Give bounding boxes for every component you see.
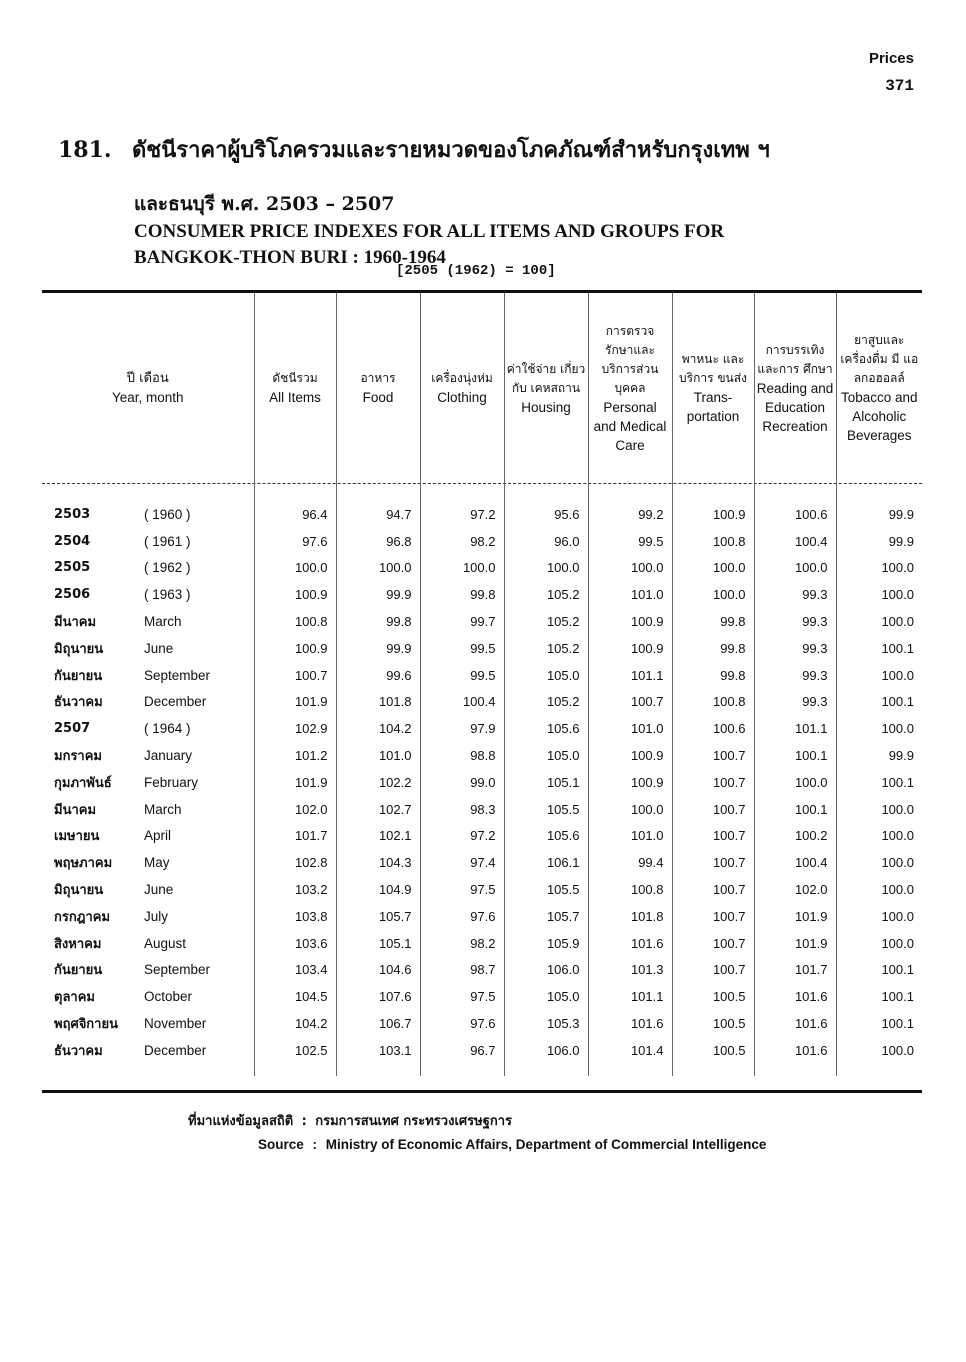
- value-cell: 101.8: [588, 903, 672, 930]
- source-separator: :: [301, 1114, 307, 1129]
- value-cell: 104.3: [336, 849, 420, 876]
- value-cell: 100.0: [836, 1037, 922, 1076]
- value-cell: 100.7: [672, 930, 754, 957]
- table-number: 181.: [58, 137, 112, 163]
- column-header-thai: เครื่องนุ่งห่ม: [431, 371, 493, 385]
- value-cell: 105.2: [504, 635, 588, 662]
- value-cell: 101.9: [254, 689, 336, 716]
- value-cell: 100.6: [754, 483, 836, 528]
- value-cell: 100.8: [254, 608, 336, 635]
- row-label-thai: กุมภาพันธ์: [54, 775, 112, 791]
- value-cell: 99.3: [754, 662, 836, 689]
- table-row: [42, 715, 922, 742]
- column-header-english: All Items: [269, 390, 321, 405]
- value-cell: 100.9: [672, 483, 754, 528]
- table-row: [42, 1037, 922, 1076]
- column-header-year-month: [42, 293, 254, 483]
- value-cell: 100.7: [672, 876, 754, 903]
- value-cell: 100.1: [836, 957, 922, 984]
- row-label-thai: สิงหาคม: [54, 936, 102, 952]
- source-separator: :: [312, 1137, 318, 1152]
- value-cell: 105.6: [504, 823, 588, 850]
- row-label-english: March: [144, 801, 182, 817]
- value-cell: 98.7: [420, 957, 504, 984]
- row-label-english: February: [144, 774, 199, 790]
- column-header-thai: ปี เดือน: [126, 371, 169, 386]
- table-row: [42, 796, 922, 823]
- column-header-thai: อาหาร: [360, 371, 396, 385]
- value-cell: 100.0: [588, 796, 672, 823]
- value-cell: 100.7: [672, 823, 754, 850]
- column-header-thai: การบรรเทิง และการ ศึกษา: [757, 342, 833, 376]
- value-cell: 101.0: [588, 715, 672, 742]
- value-cell: 105.2: [504, 608, 588, 635]
- value-cell: 103.1: [336, 1037, 420, 1076]
- value-cell: 105.1: [504, 769, 588, 796]
- value-cell: 101.3: [588, 957, 672, 984]
- column-header-english: Trans- portation: [686, 390, 740, 424]
- value-cell: 100.9: [588, 608, 672, 635]
- column-header-clothing: [420, 293, 504, 483]
- value-cell: 100.9: [588, 769, 672, 796]
- value-cell: 100.7: [588, 689, 672, 716]
- value-cell: 100.8: [672, 528, 754, 555]
- value-cell: 96.0: [504, 528, 588, 555]
- row-label-english: September: [144, 962, 211, 978]
- row-label-thai: มิถุนายน: [54, 883, 104, 899]
- value-cell: 99.2: [588, 483, 672, 528]
- value-cell: 99.8: [672, 662, 754, 689]
- row-label-english: November: [144, 1016, 207, 1032]
- value-cell: 99.9: [336, 581, 420, 608]
- value-cell: 106.1: [504, 849, 588, 876]
- value-cell: 100.5: [672, 983, 754, 1010]
- value-cell: 101.0: [588, 823, 672, 850]
- value-cell: 99.3: [754, 689, 836, 716]
- row-label-thai: มิถุนายน: [54, 641, 104, 657]
- value-cell: 105.2: [504, 581, 588, 608]
- value-cell: 106.0: [504, 1037, 588, 1076]
- row-label-thai: 2503: [54, 506, 91, 522]
- value-cell: 104.2: [254, 1010, 336, 1037]
- value-cell: 100.7: [254, 662, 336, 689]
- value-cell: 101.7: [754, 957, 836, 984]
- row-label-english: September: [144, 667, 211, 683]
- value-cell: 99.3: [754, 608, 836, 635]
- value-cell: 96.4: [254, 483, 336, 528]
- source-english-label: Source: [258, 1137, 304, 1152]
- value-cell: 102.0: [254, 796, 336, 823]
- value-cell: 101.0: [336, 742, 420, 769]
- value-cell: 105.0: [504, 742, 588, 769]
- value-cell: 105.0: [504, 983, 588, 1010]
- value-cell: 100.0: [836, 903, 922, 930]
- value-cell: 100.0: [836, 823, 922, 850]
- value-cell: 101.6: [754, 1037, 836, 1076]
- value-cell: 99.5: [588, 528, 672, 555]
- value-cell: 99.0: [420, 769, 504, 796]
- value-cell: 99.9: [336, 635, 420, 662]
- value-cell: 105.7: [504, 903, 588, 930]
- value-cell: 102.1: [336, 823, 420, 850]
- value-cell: 100.0: [836, 876, 922, 903]
- value-cell: 100.1: [754, 742, 836, 769]
- row-label-thai: ธันวาคม: [54, 1043, 103, 1059]
- value-cell: 101.8: [336, 689, 420, 716]
- value-cell: 98.8: [420, 742, 504, 769]
- value-cell: 100.8: [672, 689, 754, 716]
- value-cell: 99.5: [420, 635, 504, 662]
- value-cell: 97.5: [420, 876, 504, 903]
- value-cell: 100.0: [836, 608, 922, 635]
- value-cell: 100.0: [836, 796, 922, 823]
- value-cell: 100.0: [754, 555, 836, 582]
- value-cell: 103.4: [254, 957, 336, 984]
- table-row: [42, 483, 922, 528]
- column-header-thai: การตรวจ รักษาและ บริการส่วน บุคคล: [601, 323, 659, 395]
- value-cell: 100.2: [754, 823, 836, 850]
- value-cell: 100.7: [672, 903, 754, 930]
- row-label-english: April: [144, 828, 172, 844]
- source-thai-label: ที่มาแห่งข้อมูลสถิติ: [188, 1114, 294, 1129]
- value-cell: 100.6: [672, 715, 754, 742]
- table-row: [42, 555, 922, 582]
- value-cell: 105.0: [504, 662, 588, 689]
- value-cell: 107.6: [336, 983, 420, 1010]
- value-cell: 101.1: [754, 715, 836, 742]
- value-cell: 100.1: [836, 689, 922, 716]
- value-cell: 100.7: [672, 957, 754, 984]
- value-cell: 98.2: [420, 930, 504, 957]
- column-header-thai: ดัชนีรวม: [272, 371, 318, 385]
- value-cell: 97.6: [420, 1010, 504, 1037]
- value-cell: 105.3: [504, 1010, 588, 1037]
- value-cell: 100.0: [254, 555, 336, 582]
- value-cell: 100.0: [336, 555, 420, 582]
- value-cell: 100.1: [754, 796, 836, 823]
- value-cell: 100.0: [672, 581, 754, 608]
- value-cell: 100.7: [672, 769, 754, 796]
- source-note: [188, 1110, 766, 1152]
- row-label-english: March: [144, 614, 182, 630]
- column-header-english: Personal and Medical Care: [593, 399, 667, 453]
- value-cell: 101.0: [588, 581, 672, 608]
- row-label-english: May: [144, 855, 170, 871]
- value-cell: 97.2: [420, 483, 504, 528]
- value-cell: 100.0: [836, 581, 922, 608]
- column-header-english: Year, month: [111, 390, 184, 405]
- row-label-thai: ธันวาคม: [54, 695, 103, 711]
- value-cell: 99.3: [754, 635, 836, 662]
- value-cell: 106.0: [504, 957, 588, 984]
- value-cell: 100.4: [754, 528, 836, 555]
- value-cell: 101.7: [254, 823, 336, 850]
- value-cell: 100.8: [588, 876, 672, 903]
- row-label-english: ( 1963 ): [144, 587, 191, 603]
- value-cell: 97.2: [420, 823, 504, 850]
- value-cell: 100.5: [672, 1010, 754, 1037]
- table-row: [42, 876, 922, 903]
- title-english-line1: CONSUMER PRICE INDEXES FOR ALL ITEMS AND GROUPS FOR: [134, 221, 725, 242]
- row-label-thai: มีนาคม: [54, 802, 97, 818]
- table-row: [42, 1010, 922, 1037]
- source-english: [258, 1137, 766, 1152]
- value-cell: 99.8: [672, 608, 754, 635]
- column-header-all-items: [254, 293, 336, 483]
- value-cell: 100.0: [420, 555, 504, 582]
- column-header-tobacco-beverages: [836, 293, 922, 483]
- column-header-thai: ค่าใช้จ่าย เกี่ยวกับ เคหสถาน: [506, 361, 586, 395]
- value-cell: 104.9: [336, 876, 420, 903]
- row-label-thai: พฤษภาคม: [54, 856, 113, 872]
- value-cell: 101.2: [254, 742, 336, 769]
- value-cell: 100.4: [420, 689, 504, 716]
- value-cell: 102.0: [754, 876, 836, 903]
- cpi-table: [42, 293, 922, 1076]
- title-thai-line2: และธนบุรี พ.ศ. 2503 – 2507: [134, 193, 395, 215]
- row-label-thai: มกราคม: [54, 749, 102, 765]
- column-header-thai: ยาสูบและ เครื่องดื่ม มี แอลกอฮอลล์: [840, 333, 919, 385]
- row-label-thai: 2505: [54, 560, 91, 576]
- value-cell: 105.7: [336, 903, 420, 930]
- value-cell: 101.1: [588, 662, 672, 689]
- column-header-housing: [504, 293, 588, 483]
- value-cell: 96.7: [420, 1037, 504, 1076]
- value-cell: 100.9: [254, 635, 336, 662]
- table-row: [42, 983, 922, 1010]
- source-thai: [188, 1110, 766, 1131]
- value-cell: 101.6: [754, 983, 836, 1010]
- value-cell: 100.1: [836, 769, 922, 796]
- column-header-english: Clothing: [437, 390, 487, 405]
- value-cell: 99.7: [420, 608, 504, 635]
- value-cell: 100.0: [588, 555, 672, 582]
- value-cell: 99.8: [420, 581, 504, 608]
- value-cell: 100.4: [754, 849, 836, 876]
- row-label-english: June: [144, 640, 174, 656]
- column-header-food: [336, 293, 420, 483]
- column-header-personal-care: [588, 293, 672, 483]
- value-cell: 100.7: [672, 742, 754, 769]
- row-label-english: ( 1964 ): [144, 721, 191, 737]
- row-label-thai: มีนาคม: [54, 615, 97, 631]
- table-row: [42, 581, 922, 608]
- value-cell: 105.5: [504, 796, 588, 823]
- value-cell: 106.7: [336, 1010, 420, 1037]
- row-label-thai: 2506: [54, 587, 91, 603]
- table-row: [42, 930, 922, 957]
- value-cell: 100.7: [672, 849, 754, 876]
- row-label-thai: 2507: [54, 721, 91, 737]
- value-cell: 99.6: [336, 662, 420, 689]
- row-label-english: July: [144, 908, 169, 924]
- value-cell: 104.5: [254, 983, 336, 1010]
- title-thai-line1: [58, 132, 878, 167]
- row-label-english: August: [144, 935, 187, 951]
- value-cell: 97.5: [420, 983, 504, 1010]
- value-cell: 100.1: [836, 1010, 922, 1037]
- row-label-thai: กันยายน: [54, 668, 103, 684]
- column-header-english: Tobacco and Alcoholic Beverages: [840, 390, 918, 443]
- value-cell: 101.6: [588, 930, 672, 957]
- value-cell: 105.2: [504, 689, 588, 716]
- source-thai-text: กรมการสนเทศ กระทรวงเศรษฐการ: [315, 1114, 513, 1129]
- value-cell: 96.8: [336, 528, 420, 555]
- table-row: [42, 903, 922, 930]
- row-label-thai: พฤศจิกายน: [54, 1017, 118, 1033]
- value-cell: 99.9: [836, 528, 922, 555]
- value-cell: 100.1: [836, 983, 922, 1010]
- value-cell: 100.7: [672, 796, 754, 823]
- value-cell: 100.0: [836, 662, 922, 689]
- value-cell: 100.0: [672, 555, 754, 582]
- value-cell: 101.6: [754, 1010, 836, 1037]
- value-cell: 102.5: [254, 1037, 336, 1076]
- row-label-thai: กันยายน: [54, 963, 103, 979]
- column-header-reading-recreation: [754, 293, 836, 483]
- table-row: [42, 849, 922, 876]
- page-number: 371: [885, 77, 914, 95]
- value-cell: 100.0: [836, 849, 922, 876]
- table-row: [42, 689, 922, 716]
- table-row: [42, 957, 922, 984]
- title-thai-text: ดัชนีราคาผู้บริโภครวมและรายหมวดของโภคภัณฑ์สำหรับกรุงเทพ ฯ: [132, 137, 770, 163]
- table-row: [42, 769, 922, 796]
- title-english-line2: BANGKOK-THON BURI : 1960-1964: [134, 247, 446, 268]
- value-cell: 100.1: [836, 635, 922, 662]
- row-label-english: ( 1962 ): [144, 560, 191, 576]
- value-cell: 104.6: [336, 957, 420, 984]
- value-cell: 97.6: [420, 903, 504, 930]
- table-row: [42, 635, 922, 662]
- value-cell: 101.4: [588, 1037, 672, 1076]
- value-cell: 101.1: [588, 983, 672, 1010]
- table-row: [42, 528, 922, 555]
- value-cell: 100.9: [588, 635, 672, 662]
- value-cell: 101.6: [588, 1010, 672, 1037]
- section-name: Prices: [868, 50, 914, 67]
- value-cell: 100.0: [504, 555, 588, 582]
- value-cell: 97.6: [254, 528, 336, 555]
- value-cell: 102.9: [254, 715, 336, 742]
- value-cell: 98.2: [420, 528, 504, 555]
- row-label-english: ( 1961 ): [144, 533, 191, 549]
- column-header-transportation: [672, 293, 754, 483]
- value-cell: 99.5: [420, 662, 504, 689]
- value-cell: 105.5: [504, 876, 588, 903]
- value-cell: 103.2: [254, 876, 336, 903]
- value-cell: 99.8: [672, 635, 754, 662]
- table-row: [42, 823, 922, 850]
- value-cell: 100.9: [588, 742, 672, 769]
- running-head: [869, 50, 914, 95]
- row-label-english: January: [144, 748, 193, 764]
- row-label-thai: ตุลาคม: [54, 990, 95, 1006]
- column-header-thai: พาหนะ และบริการ ขนส่ง: [679, 352, 747, 385]
- value-cell: 99.3: [754, 581, 836, 608]
- column-header-english: Housing: [521, 399, 571, 415]
- row-label-thai: เมษายน: [54, 829, 100, 845]
- row-label-thai: 2504: [54, 533, 91, 549]
- table-title: [58, 132, 878, 271]
- source-english-text: Ministry of Economic Affairs, Department of Commercial Intelligence: [325, 1137, 767, 1152]
- value-cell: 105.9: [504, 930, 588, 957]
- value-cell: 97.4: [420, 849, 504, 876]
- column-header-english: Food: [362, 390, 394, 405]
- value-cell: 97.9: [420, 715, 504, 742]
- value-cell: 105.1: [336, 930, 420, 957]
- value-cell: 102.7: [336, 796, 420, 823]
- value-cell: 99.8: [336, 608, 420, 635]
- value-cell: 99.9: [836, 483, 922, 528]
- row-label-english: October: [144, 989, 193, 1005]
- row-label-english: ( 1960 ): [144, 506, 191, 522]
- row-label-thai: กรกฎาคม: [54, 909, 111, 925]
- value-cell: 95.6: [504, 483, 588, 528]
- value-cell: 99.4: [588, 849, 672, 876]
- value-cell: 104.2: [336, 715, 420, 742]
- value-cell: 102.2: [336, 769, 420, 796]
- table-bottom-rule: [42, 1090, 922, 1093]
- value-cell: 102.8: [254, 849, 336, 876]
- value-cell: 100.9: [254, 581, 336, 608]
- row-label-english: June: [144, 882, 174, 898]
- table-row: [42, 608, 922, 635]
- column-header-english: Reading and Education Recreation: [756, 380, 834, 434]
- value-cell: 99.9: [836, 742, 922, 769]
- value-cell: 105.6: [504, 715, 588, 742]
- value-cell: 103.8: [254, 903, 336, 930]
- value-cell: 100.5: [672, 1037, 754, 1076]
- value-cell: 100.0: [754, 769, 836, 796]
- value-cell: 103.6: [254, 930, 336, 957]
- table-body: [42, 483, 922, 1076]
- row-label-english: December: [144, 694, 207, 710]
- base-year-note: [2505 (1962) = 100]: [396, 263, 556, 279]
- value-cell: 101.9: [754, 930, 836, 957]
- value-cell: 94.7: [336, 483, 420, 528]
- header-row: [42, 293, 922, 483]
- value-cell: 101.9: [754, 903, 836, 930]
- value-cell: 100.0: [836, 555, 922, 582]
- value-cell: 101.9: [254, 769, 336, 796]
- value-cell: 100.0: [836, 930, 922, 957]
- table-row: [42, 662, 922, 689]
- value-cell: 98.3: [420, 796, 504, 823]
- row-label-english: December: [144, 1042, 207, 1058]
- table-row: [42, 742, 922, 769]
- value-cell: 100.0: [836, 715, 922, 742]
